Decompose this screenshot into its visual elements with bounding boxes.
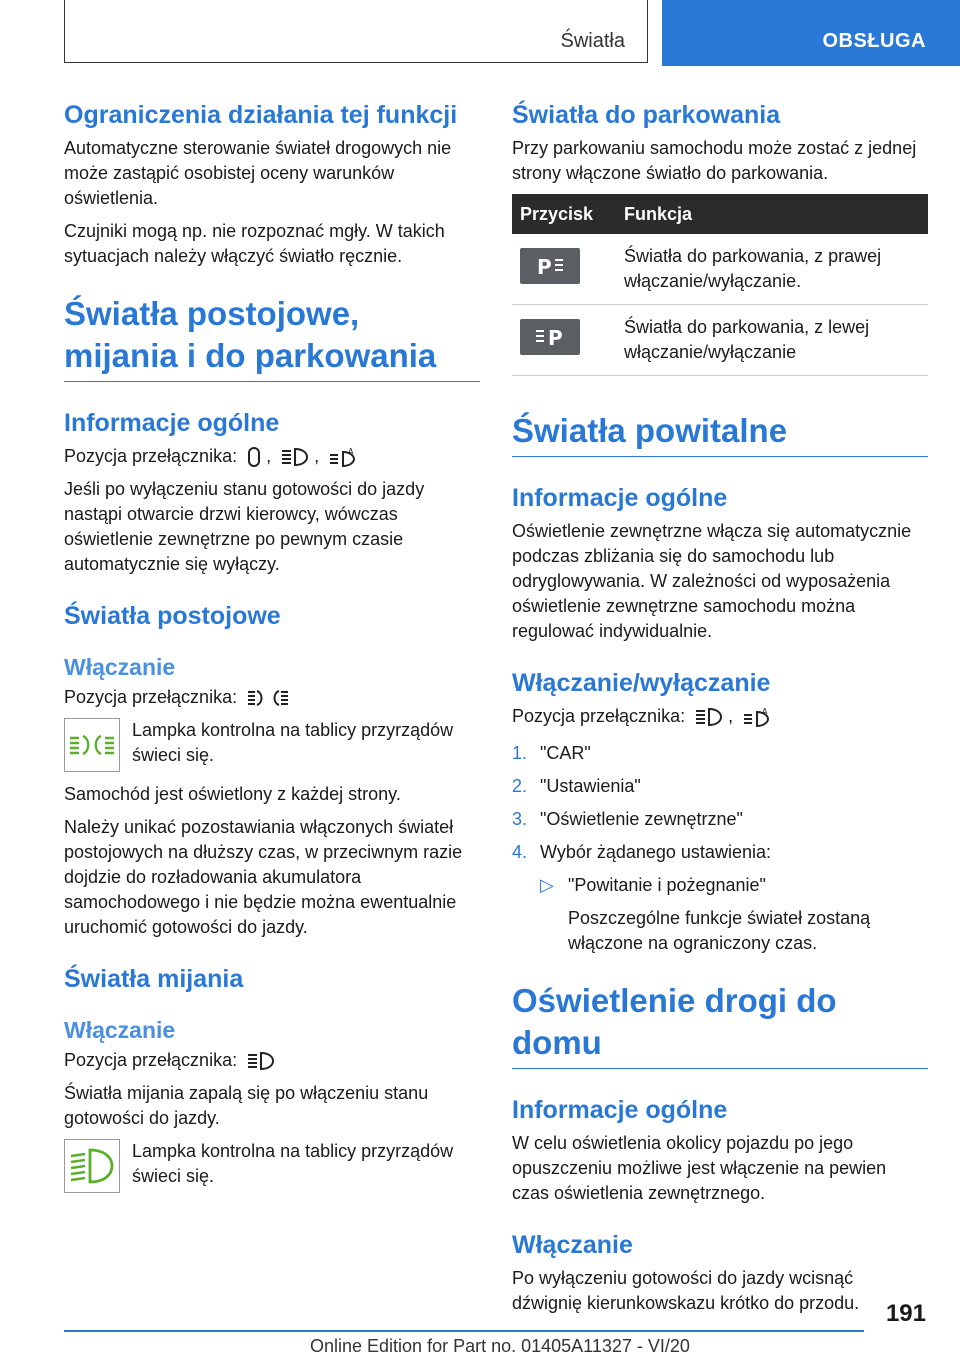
table-header-button: Przycisk — [512, 194, 616, 234]
switch-position-label: Pozycja przełącznika: — [64, 1050, 238, 1070]
home-info-heading: Informacje ogólne — [512, 1096, 728, 1124]
header-frame — [64, 0, 648, 63]
separator: , — [314, 446, 320, 466]
switch-auto-light-icon — [328, 446, 358, 468]
header-section-title: Światła — [560, 30, 625, 52]
parking-indicator-text: Lampka kontrolna na tablicy przyrządów świeci się. — [132, 720, 454, 765]
separator: , — [728, 706, 734, 726]
list-item: 3. "Oświetlenie zewnętrzne" — [512, 809, 743, 829]
home-info-text: W celu oświetlenia okolicy pojazdu po jego opuszczeniu możliwe jest włączenie na pewien czas oświetlenia zewnętrznego. — [512, 1133, 887, 1203]
left-column — [64, 100, 480, 1203]
svg-text:A: A — [762, 707, 768, 717]
parking-switch-line — [64, 685, 480, 710]
low-beam-indicator-text: Lampka kontrolna na tablicy przyrządów świeci się. — [132, 1141, 454, 1186]
welcome-lights-heading: Światła powitalne — [512, 410, 928, 457]
list-item: 1. "CAR" — [512, 743, 591, 763]
page-number: 191 — [885, 1300, 926, 1327]
table-header-function: Funkcja — [616, 194, 928, 234]
switch-auto-light-icon — [742, 706, 772, 728]
switch-position-label: Pozycja przełącznika: — [64, 687, 238, 707]
parking-lights-heading: Światła postojowe — [64, 602, 281, 630]
switch-position-label: Pozycja przełącznika: — [512, 706, 686, 726]
sub-option — [512, 873, 928, 956]
switch-position-label: Pozycja przełącznika: — [64, 446, 238, 466]
footer-edition: Online Edition for Part no. 01405A11327 - VI/20 — [310, 1336, 690, 1356]
parking-right-icon — [520, 248, 580, 284]
low-beam-indicator-icon — [64, 1139, 120, 1193]
list-item: 4. Wybór żądanego ustawienia: — [512, 842, 771, 862]
svg-text:P: P — [537, 255, 552, 278]
table-cell-function: Światła do parkowania, z prawej włączanie/wyłączanie. — [616, 234, 928, 305]
parking-light-heading: Światła do parkowania — [512, 101, 781, 129]
low-beam-on-heading: Włączanie — [64, 1017, 176, 1043]
limitations-heading: Ograniczenia działania tej funkcji — [64, 101, 458, 129]
welcome-info-text: Oświetlenie zewnętrzne włącza się automatycznie podczas zbliżania się do samochodu lub odryglowywania. W zależności od wyposażenia oświetlenie zewnętrzne samochodu można regulować indywidualnie. — [512, 521, 912, 641]
onoff-switch-line — [512, 704, 928, 729]
low-beam-heading: Światła mijania — [64, 965, 244, 993]
parking-lights-on-heading: Włączanie — [64, 654, 176, 680]
low-beam-text: Światła mijania zapalą się po włączeniu stanu gotowości do jazdy. — [64, 1083, 429, 1128]
limitations-text-1: Automatyczne sterowanie świateł drogowych nie może zastąpić osobistej oceny warunków oświetlenia. — [64, 138, 452, 208]
switch-low-beam-icon — [280, 446, 310, 468]
general-info-text: Jeśli po wyłączeniu stanu gotowości do jazdy nastąpi otwarcie drzwi kierowcy, wówczas oświetlenie zewnętrzne po pewnym czasie automatycznie się wyłączy. — [64, 479, 425, 574]
switch-off-icon — [246, 446, 262, 468]
switch-position-line — [64, 444, 480, 469]
sub-option-note: Poszczególne funkcje świateł zostaną włączone na ograniczony czas. — [568, 908, 871, 953]
onoff-heading: Włączanie/wyłączanie — [512, 669, 771, 697]
svg-text:A: A — [348, 447, 354, 457]
parking-text-2: Należy unikać pozostawiania włączonych świateł postojowych na dłuższy czas, w przeciwnym razie dojdzie do rozładowania akumulatora samochodowego i nie będzie można ewentualnie uruchomić gotowości do jazdy. — [64, 817, 463, 937]
home-on-heading: Włączanie — [512, 1231, 633, 1259]
triangle-icon: ▷ — [540, 875, 554, 895]
footer-divider — [64, 1330, 864, 1332]
right-column — [512, 100, 928, 1324]
parking-left-icon — [520, 319, 580, 355]
welcome-info-heading: Informacje ogólne — [512, 484, 728, 512]
list-item: 2. "Ustawienia" — [512, 776, 641, 796]
limitations-text-2: Czujniki mogą np. nie rozpoznać mgły. W takich sytuacjach należy włączyć światło ręcznie. — [64, 221, 445, 266]
header-tab — [662, 0, 960, 66]
svg-text:P: P — [548, 326, 563, 349]
home-on-text: Po wyłączeniu gotowości do jazdy wcisnąć dźwignię kierunkowskazu krótko do przodu. — [512, 1268, 860, 1313]
table-header-row — [512, 194, 928, 234]
parking-light-text: Przy parkowaniu samochodu może zostać z jednej strony włączone światło do parkowania. — [512, 138, 917, 183]
table-row — [512, 234, 928, 305]
main-section-heading: Światła postojowe, mijania i do parkowania — [64, 293, 480, 382]
parking-text-1: Samochód jest oświetlony z każdej strony. — [64, 784, 401, 804]
steps-list — [512, 741, 928, 865]
parking-indicator-icon — [64, 718, 120, 772]
parking-light-table — [512, 194, 928, 376]
separator: , — [266, 446, 272, 466]
switch-low-beam-icon — [246, 1050, 276, 1072]
switch-parking-lights-icon — [246, 687, 290, 709]
low-beam-switch-line — [64, 1048, 480, 1073]
table-cell-function: Światła do parkowania, z lewej włączanie/wyłączanie — [616, 305, 928, 376]
general-info-heading: Informacje ogólne — [64, 409, 280, 437]
low-beam-indicator-row — [64, 1139, 480, 1193]
switch-low-beam-icon — [694, 706, 724, 728]
parking-indicator-row — [64, 718, 480, 772]
home-light-heading: Oświetlenie drogi do domu — [512, 980, 928, 1069]
header-tab-label: OBSŁUGA — [822, 30, 926, 52]
table-row — [512, 305, 928, 376]
sub-option-label: "Powitanie i pożegnanie" — [568, 875, 766, 895]
